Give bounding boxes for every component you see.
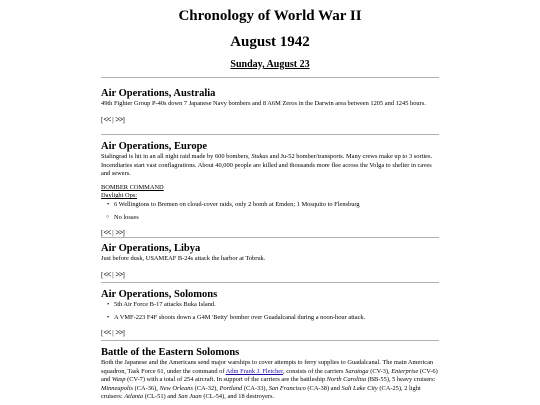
date-link[interactable]: Sunday, August 23 — [230, 59, 310, 70]
nav-separator: | — [112, 270, 114, 279]
section-heading: Air Operations, Europe — [101, 141, 208, 152]
text-fragment: (CL-51) and — [144, 393, 177, 401]
text-italic: San Juan — [178, 393, 202, 401]
bullet-list — [101, 301, 439, 322]
list-item: • A VMF-223 F4F shoots down a G4M 'Betty' bomber over Guadalcanal during a noon-hour attack. — [108, 314, 439, 323]
text-fragment: (CA-33), — [243, 384, 268, 392]
text-fragment: (BB-55), 5 heavy cruisers: — [367, 376, 436, 384]
text-fragment: Stalingrad is hit in an all night raid made by 600 bombers, — [101, 153, 250, 160]
list-item: • 6 Wellingtons to Bremen on cloud-cover raids, only 2 bomb at Emden; 1 Mosquito to Flensburg — [108, 201, 439, 210]
nav-bar: [<< | >>] — [101, 328, 125, 338]
next-arrow-icon[interactable]: >> — [115, 328, 123, 338]
text-italic: Saratoga — [345, 367, 369, 375]
text-italic: Portland — [219, 384, 243, 392]
text-italic: Minneapolis — [101, 384, 133, 392]
divider — [101, 134, 439, 135]
bullet-list — [101, 201, 439, 222]
section-battle-eastern-solomons — [101, 347, 439, 402]
text-fragment: (CA-38) and — [307, 384, 340, 392]
divider — [101, 77, 439, 78]
section-air-operations-libya — [101, 243, 439, 280]
text-fragment: and Ju-52 bomber/transports. Many crews make up to 3 sorties. Incendiaries start vast conflagrations. About 40,000 people are killed and thousands more flee across the Volga to shelter in caves and sewers. — [101, 153, 433, 178]
month-heading: August 1942 — [230, 34, 310, 50]
nav-separator: | — [112, 229, 114, 238]
nav-separator: | — [112, 115, 114, 124]
section-heading: Air Operations, Solomons — [101, 289, 218, 300]
section-air-operations-solomons — [101, 289, 439, 338]
prev-arrow-icon[interactable]: << — [103, 228, 111, 238]
text-fragment: Both the Japanese and the Americans send major warships to cover attempts to ferry supplies to Guadalcanal. The main American squadron, Task Force 61, under the command of — [101, 359, 434, 375]
text-italic: Stukas — [251, 153, 269, 160]
next-arrow-icon[interactable]: >> — [115, 269, 123, 279]
section-heading: Air Operations, Libya — [101, 243, 201, 254]
text-italic: Enterprise — [391, 367, 419, 375]
list-item: • 5th Air Force B-17 attacks Buka Island. — [108, 301, 439, 310]
page-title: Chronology of World War II — [178, 8, 362, 24]
text-fragment: (CV-6) and — [101, 367, 438, 384]
nav-bar: [<< | >>] — [101, 114, 125, 124]
prev-arrow-icon[interactable]: << — [103, 269, 111, 279]
divider — [101, 340, 439, 341]
section-heading: Air Operations, Australia — [101, 88, 216, 99]
text-fragment: (CA-25), 2 light cruisers: — [101, 384, 421, 401]
prev-arrow-icon[interactable]: << — [103, 328, 111, 338]
nav-bar: [<< | >>] — [101, 269, 125, 279]
section-text: Just before dusk, USAMEAF B-24s attack the harbor at Tobruk. — [101, 255, 266, 262]
text-fragment: (CV-7) with a total of 254 aircraft. In support of the carriers are the battleship — [127, 376, 326, 384]
text-italic: North Carolina — [326, 376, 367, 384]
text-fragment: , consists of the carriers — [283, 367, 344, 375]
section-heading: Battle of the Eastern Solomons — [101, 347, 240, 358]
text-italic: Wasp — [111, 376, 126, 384]
section-air-operations-australia — [101, 88, 439, 125]
section-text — [101, 359, 439, 402]
text-italic: Salt Lake City — [341, 384, 378, 392]
text-fragment: (CA-36), — [134, 384, 158, 392]
daylight-ops-label: Daylight Ops: — [101, 192, 138, 200]
section-air-operations-europe — [101, 141, 439, 238]
nav-bar: [<< | >>] — [101, 228, 125, 238]
fletcher-link[interactable]: Adm Frank J. Fletcher — [225, 367, 284, 375]
section-text — [101, 153, 439, 179]
text-italic: Atlanta — [124, 393, 144, 401]
section-text: 49th Fighter Group P-40s down 7 Japanese Navy bombers and 8 A6M Zeros in the Darwin area between 1205 and 1245 hours. — [101, 100, 426, 107]
bomber-command-label: BOMBER COMMAND — [101, 183, 164, 191]
next-arrow-icon[interactable]: >> — [115, 228, 123, 238]
text-italic: New Orleans — [159, 384, 193, 392]
next-arrow-icon[interactable]: >> — [115, 114, 123, 124]
text-fragment: (CL-54), and 18 destroyers. — [203, 393, 275, 401]
text-fragment: (CV-3), — [370, 367, 390, 375]
prev-arrow-icon[interactable]: << — [103, 114, 111, 124]
list-item: ○ No losses — [108, 214, 439, 223]
text-fragment: (CA-32), — [194, 384, 218, 392]
divider — [101, 282, 439, 283]
divider — [101, 237, 439, 238]
nav-separator: | — [112, 329, 114, 338]
text-italic: San Francisco — [268, 384, 306, 392]
